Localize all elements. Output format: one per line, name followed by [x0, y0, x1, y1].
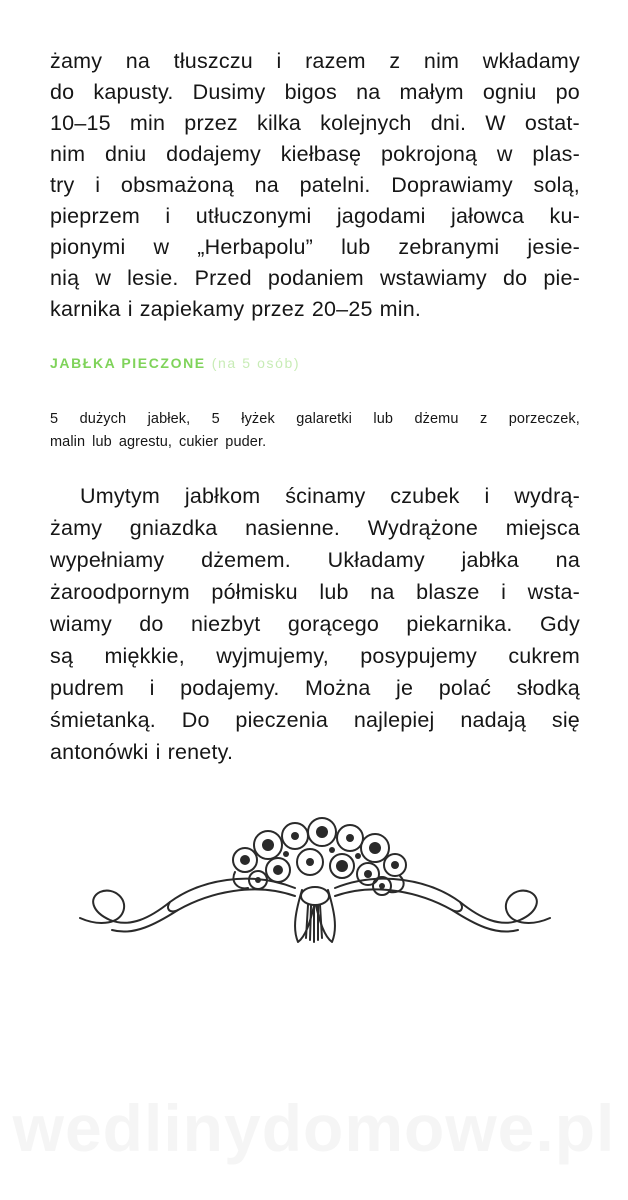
- word: pie-: [543, 266, 580, 290]
- word: i: [127, 297, 133, 321]
- ingredients-list: [50, 408, 580, 454]
- word: Można: [305, 676, 371, 700]
- word: Wydrążone: [367, 516, 479, 540]
- text-line: [50, 704, 580, 736]
- word: wstawiamy: [379, 266, 487, 290]
- text-line: [50, 431, 580, 454]
- word: patelni.: [299, 173, 371, 197]
- word: do: [139, 612, 164, 636]
- word: lesie.: [127, 266, 179, 290]
- word: kiełbasę: [280, 142, 362, 166]
- word: po: [555, 80, 580, 104]
- word: Przed: [194, 266, 252, 290]
- word: z: [389, 49, 401, 73]
- word: jałowca: [451, 204, 525, 228]
- word: łyżek: [241, 411, 275, 427]
- text-line: [50, 46, 580, 77]
- word: w: [496, 142, 513, 166]
- word: do: [50, 80, 75, 104]
- word: jesie-: [527, 235, 580, 259]
- word: podajemy.: [180, 676, 280, 700]
- word: i: [165, 204, 171, 228]
- word: przez: [184, 111, 238, 135]
- word: Układamy: [327, 548, 425, 572]
- word: się: [551, 708, 580, 732]
- word: kolejnych: [320, 111, 412, 135]
- text-line: [50, 232, 580, 263]
- word: zapiekamy: [139, 297, 245, 321]
- word: 5: [211, 411, 220, 427]
- word: wsta-: [527, 580, 580, 604]
- word: w: [153, 235, 170, 259]
- word: żaroodpornym: [50, 580, 190, 604]
- word: wypełniamy: [50, 548, 165, 572]
- word: na: [125, 49, 151, 73]
- word: min: [129, 111, 166, 135]
- text-line: [50, 139, 580, 170]
- word: dżemem.: [201, 548, 291, 572]
- word: nadają: [460, 708, 527, 732]
- word: i: [501, 580, 507, 604]
- word: ogniu: [482, 80, 537, 104]
- word: na: [370, 580, 395, 604]
- word: lub: [92, 434, 112, 450]
- word: pieprzem: [50, 204, 141, 228]
- word: nim: [50, 142, 86, 166]
- word: wyjmujemy,: [216, 644, 329, 668]
- word: lub: [373, 411, 394, 427]
- word: nią: [50, 266, 80, 290]
- word: jabłek,: [147, 411, 191, 427]
- word: pudrem: [50, 676, 125, 700]
- word: do: [502, 266, 528, 290]
- recipe-heading: [50, 355, 300, 371]
- word: blasze: [416, 580, 480, 604]
- word: „Herbapolu”: [197, 235, 314, 259]
- text-line: [50, 480, 580, 512]
- word: i: [276, 49, 282, 73]
- word: i: [95, 173, 101, 197]
- word: agrestu,: [118, 434, 173, 450]
- word: Doprawiamy: [391, 173, 513, 197]
- word: najlepiej: [353, 708, 435, 732]
- word: nasienne.: [245, 516, 341, 540]
- word: tłuszczu: [173, 49, 253, 73]
- word: min.: [379, 297, 422, 321]
- word: żamy: [50, 516, 103, 540]
- word: dużych: [79, 411, 127, 427]
- word: zebranymi: [398, 235, 500, 259]
- text-line: [50, 608, 580, 640]
- word: 20–25: [311, 297, 373, 321]
- watermark: wedlinydomowe.pl: [12, 1091, 616, 1165]
- word: galaretki: [296, 411, 352, 427]
- word: antonówki: [50, 740, 149, 764]
- word: wydrą-: [514, 484, 580, 508]
- word: razem: [305, 49, 366, 73]
- word: na: [356, 80, 381, 104]
- word: czubek: [390, 484, 460, 508]
- word: pionymi: [50, 235, 126, 259]
- word: w: [95, 266, 112, 290]
- word: plas-: [532, 142, 580, 166]
- word: cukrem: [508, 644, 580, 668]
- word: 5: [50, 411, 59, 427]
- word: porzeczek,: [508, 411, 580, 427]
- word: Do: [181, 708, 210, 732]
- word: żamy: [50, 49, 103, 73]
- word: Dusimy: [192, 80, 266, 104]
- word: gorącego: [287, 612, 380, 636]
- recipe-title: JABŁKA PIECZONE: [50, 355, 206, 371]
- word: 10–15: [50, 111, 111, 135]
- flower-bouquet-with-ribbon-icon: [70, 810, 560, 960]
- word: pieczenia: [235, 708, 329, 732]
- method-text: [50, 480, 580, 768]
- word: śmietanką.: [50, 708, 156, 732]
- word: i: [155, 740, 161, 764]
- word: try: [50, 173, 75, 197]
- word: lub: [319, 580, 349, 604]
- word: renety.: [167, 740, 234, 764]
- word: słodką: [516, 676, 580, 700]
- text-line: [50, 736, 580, 768]
- word: Umytym: [80, 484, 161, 508]
- word: karnika: [50, 297, 121, 321]
- word: dniu: [104, 142, 147, 166]
- word: kapusty.: [93, 80, 174, 104]
- word: miękkie,: [104, 644, 185, 668]
- word: polać: [438, 676, 492, 700]
- word: dżemu: [414, 411, 459, 427]
- word: cukier: [179, 434, 219, 450]
- word: przez: [251, 297, 305, 321]
- text-line: [50, 576, 580, 608]
- word: niezbyt: [190, 612, 261, 636]
- word: puder.: [225, 434, 267, 450]
- word: i: [484, 484, 490, 508]
- word: miejsca: [505, 516, 580, 540]
- text-line: [50, 170, 580, 201]
- word: małym: [399, 80, 464, 104]
- word: na: [555, 548, 580, 572]
- bigos-text-continuation: [50, 46, 580, 325]
- word: piekarnika.: [406, 612, 513, 636]
- word: lub: [341, 235, 371, 259]
- text-line: [50, 263, 580, 294]
- text-line: [50, 512, 580, 544]
- recipe-servings: (na 5 osób): [211, 355, 301, 371]
- word: je: [396, 676, 414, 700]
- word: utłuczonymi: [195, 204, 312, 228]
- word: bigos: [284, 80, 337, 104]
- word: podaniem: [267, 266, 364, 290]
- word: Gdy: [539, 612, 580, 636]
- text-line: [50, 672, 580, 704]
- word: jabłka: [461, 548, 519, 572]
- word: i: [149, 676, 155, 700]
- text-line: [50, 201, 580, 232]
- word: na: [254, 173, 279, 197]
- word: jagodami: [336, 204, 426, 228]
- text-line: [50, 77, 580, 108]
- word: nim: [423, 49, 460, 73]
- text-line: [50, 294, 580, 325]
- text-line: [50, 640, 580, 672]
- word: półmisku: [211, 580, 298, 604]
- word: z: [479, 411, 488, 427]
- word: posypujemy: [360, 644, 477, 668]
- word: ścinamy: [285, 484, 366, 508]
- word: gniazdka: [129, 516, 218, 540]
- word: dni.: [430, 111, 467, 135]
- word: malin: [50, 434, 86, 450]
- text-line: [50, 108, 580, 139]
- word: są: [50, 644, 74, 668]
- text-line: [50, 408, 580, 431]
- word: dodajemy: [166, 142, 261, 166]
- word: wiamy: [50, 612, 112, 636]
- word: solą,: [533, 173, 580, 197]
- word: ostat-: [524, 111, 580, 135]
- word: ku-: [549, 204, 580, 228]
- word: W: [485, 111, 506, 135]
- word: obsmażoną: [120, 173, 234, 197]
- word: wkładamy: [482, 49, 580, 73]
- word: pokrojoną: [380, 142, 478, 166]
- word: jabłkom: [184, 484, 261, 508]
- word: kilka: [257, 111, 302, 135]
- text-line: [50, 544, 580, 576]
